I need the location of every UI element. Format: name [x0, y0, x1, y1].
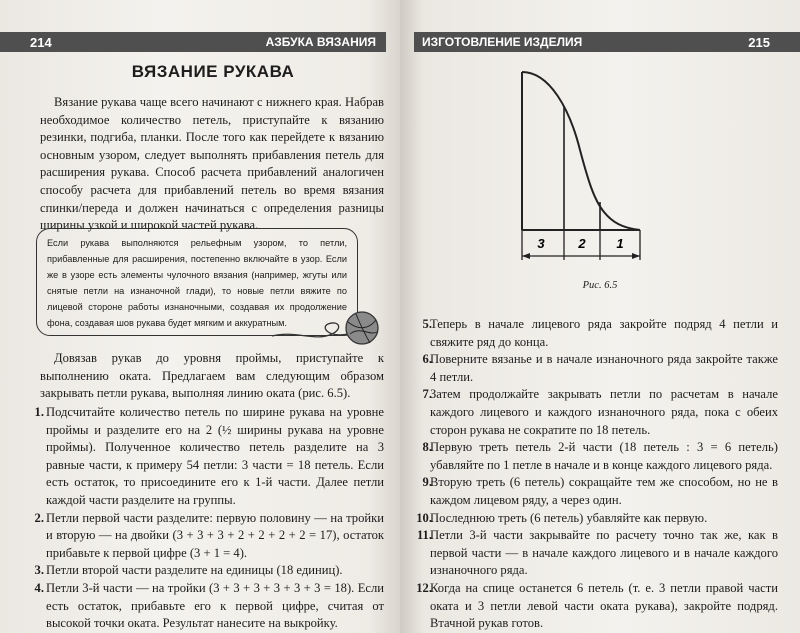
list-item	[412, 580, 778, 633]
okat-intro-paragraph: Довязав рукав до уровня проймы, приступайте к выполнению оката. Предлагаем вам следующим образом закрывать петли рукава, выполняя линию оката (рис. 6.5).	[40, 351, 384, 401]
list-item	[412, 351, 778, 386]
step-number: 11.	[416, 528, 432, 543]
step-text: Первую треть петель 2-й части (18 петель : 3 = 6 петель) убавляйте по 1 петле в начале и в конце каждого лицевого ряда.	[430, 440, 778, 472]
figure-caption: Рис. 6.5	[582, 280, 618, 291]
segment-label: 3	[537, 236, 545, 251]
list-item	[412, 386, 778, 439]
step-number: 3.	[34, 563, 44, 578]
step-text: Вторую треть (6 петель) сокращайте тем же способом, но не в каждом лицевом ряду, а через один.	[430, 475, 778, 507]
step-number: 9.	[422, 475, 432, 490]
step-number: 2.	[34, 510, 44, 525]
step-number: 4.	[34, 580, 44, 595]
right-page	[400, 0, 800, 633]
page-number-right: 215	[748, 34, 770, 50]
step-number: 10.	[416, 510, 432, 525]
list-item	[412, 316, 778, 351]
running-title-left: АЗБУКА ВЯЗАНИЯ	[265, 35, 376, 49]
arrow-right-icon	[632, 253, 640, 259]
step-number: 7.	[422, 387, 432, 402]
sleeve-cap-diagram	[510, 60, 710, 270]
steps-list-left	[28, 404, 384, 633]
right-running-header	[414, 32, 800, 52]
step-text: Затем продолжайте закрывать петли по расчетам в начале каждого лицевого и каждого изнаночного ряда, пока с обеих сторон рукава не сократите по 18 петель.	[430, 387, 778, 437]
step-text: Теперь в начале лицевого ряда закройте подряд 4 петли и свяжите ряд до конца.	[430, 317, 778, 349]
segment-label: 2	[578, 236, 586, 251]
step-text: Петли первой части разделите: первую половину — на тройки и вторую — на двойки (3 + 3 + 3 + 2 + 2 + 2 + 2 = 17), остаток прибавьте к первой цифре (3 + 1 = 4).	[46, 510, 384, 560]
intro-paragraph: Вязание рукава чаще всего начинают с нижнего края. Набрав необходимое количество петель, приступайте к вязанию резинки, подгиба, планки. После того как перейдете к вязанию основным узором, следует выполнять прибавления петель для расширения рукава. Способ расчета прибавлений аналогичен способу расчета для прибавлений петель во время вязания спинки/переда и должен начинаться с определения разницы ширины узкой и широкой частей рукава.	[40, 95, 384, 233]
list-item	[412, 510, 778, 528]
section-title: ВЯЗАНИЕ РУКАВА	[131, 62, 295, 81]
step-number: 12.	[416, 580, 432, 595]
list-item	[412, 439, 778, 474]
step-text: Петли 3-й части — на тройки (3 + 3 + 3 + 3 + 3 + 3 = 18). Если есть остаток, прибавьте его к первой цифре, считая от высокой точки оката. Результат нанесите на выкройку.	[46, 580, 384, 631]
step-number: 5.	[422, 317, 432, 331]
list-item	[28, 562, 384, 580]
step-text: Подсчитайте количество петель по ширине рукава на уровне проймы и разделите его на 2 (½ ширины рукава на уровне проймы). Полученное количество петель разделите на 3 равные части, к примеру 54 петли: 3 части = 18 петель. Если есть остаток, то присоедините его к 1-й части. Далее петли каждой части разделите на группы.	[46, 405, 384, 507]
page-number-left: 214	[30, 34, 52, 50]
list-item	[28, 510, 384, 563]
list-item	[412, 527, 778, 580]
segment-label: 1	[616, 236, 624, 251]
running-title-right: ИЗГОТОВЛЕНИЕ ИЗДЕЛИЯ	[422, 35, 583, 49]
sleeve-cap-curve	[522, 72, 640, 230]
yarn-ball-icon	[270, 290, 390, 350]
step-text: Поверните вязанье и в начале изнаночного ряда закройте также 4 петли.	[430, 352, 778, 384]
list-item	[28, 404, 384, 510]
list-item	[28, 580, 384, 633]
list-item	[412, 474, 778, 509]
arrow-left-icon	[522, 253, 530, 259]
left-running-header	[0, 32, 386, 52]
step-number: 6.	[422, 352, 432, 367]
steps-list-right	[412, 316, 778, 633]
step-text: Петли 3-й части закрывайте по расчету точно так же, как в первой части — в начале каждого лицевого и в начале каждого изнаночного ряда.	[430, 528, 778, 578]
step-number: 1.	[34, 405, 44, 419]
step-text: Последнюю треть (6 петель) убавляйте как первую.	[430, 510, 708, 525]
step-text: Когда на спице останется 6 петель (т. е. 3 петли правой части оката и 3 петли левой части оката рукава), закройте подряд. Втачной рукав готов.	[430, 580, 778, 631]
note-text: Если рукава выполняются рельефным узором, то петли, прибавленные для расширения, постепенно включайте в узор. Если же в узоре есть элементы чулочного вязания (например, жгуты или снятые петли на изнаночной глади), то новые петли вяжите по лицевой стороне работы изнаночными, создавая их продолжение фона, создавая шов рукава будет мягким и аккуратным.	[47, 238, 347, 328]
step-number: 8.	[422, 440, 432, 455]
step-text: Петли второй части разделите на единицы (18 единиц).	[46, 563, 343, 578]
